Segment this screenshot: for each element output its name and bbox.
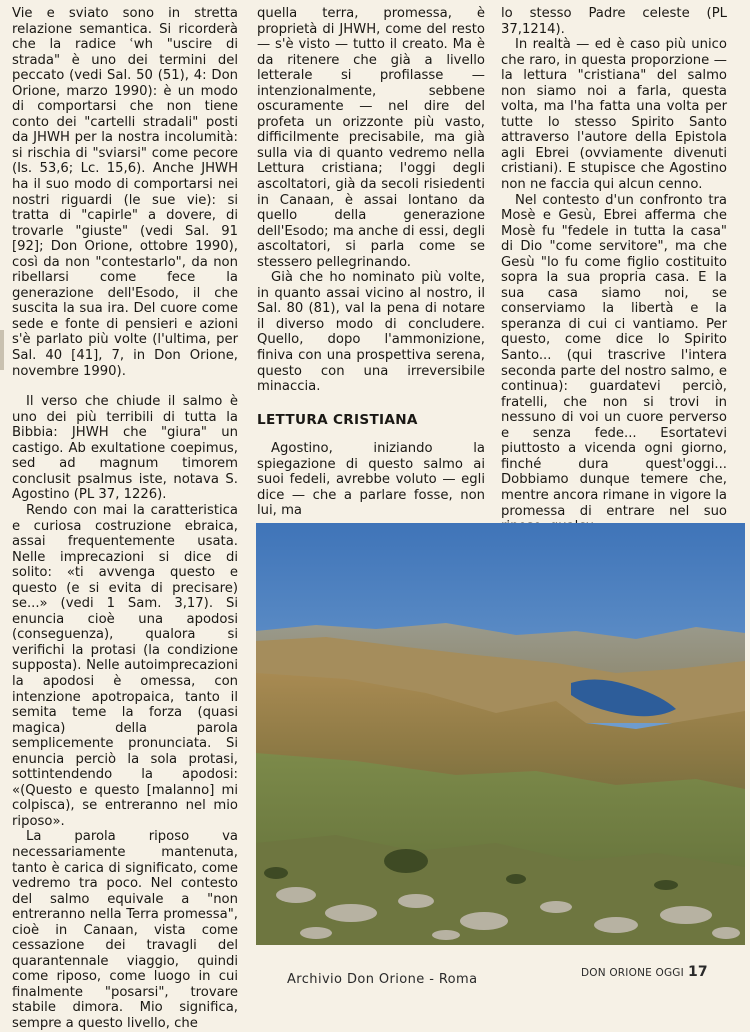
paragraph: Il verso che chiude il salmo è uno dei più terribili di tutta la Bibbia: JHWH che "giura" un castigo. Ab exultatione coepimus, sed ad magnum timorem conclusit psalmus iste, notava S. Agostino (PL 37, 1226).	[12, 394, 238, 503]
page-footer	[581, 964, 708, 980]
paragraph: Già che ho nominato più volte, in quanto assai vicino al nostro, il Sal. 80 (81), val la pena di notare il diverso modo di concludere. Quello, dopo l'ammonizione, finiva con una prospettiva serena, questo con una irreversibile minaccia.	[257, 270, 485, 395]
paragraph: In realtà — ed è caso più unico che raro, in questa proporzione — la lettura "cristiana" del salmo non siamo noi a farla, questa volta, ma l'ha fatta una volta per tutte lo stesso Spirito Santo attraverso l'autore della Epistola agli Ebrei (ovviamente divenuti cristiani). E stupisce che Agostino non ne faccia qui alcun cenno.	[501, 37, 727, 193]
page-spine-mark	[0, 330, 4, 370]
section-heading: LETTURA CRISTIANA	[257, 412, 418, 428]
paragraph: quella terra, promessa, è proprietà di JHWH, come del resto — s'è visto — tutto il creato. Ma è da ritenere che già a livello letterale si profilasse — intenzionalmente, sebbene oscuramente — nel dire del profeta un orizzonte più vasto, difficilmente precisabile, ma già sulla via di quanto vedremo nella Lettura cristiana; l'oggi degli ascoltatori, già da secoli risiedenti in Canaan, è assai lontano da quello della generazione dell'Esodo; ma anche di essi, degli ascoltatori, si parla come se stessero pellegrinando.	[257, 6, 485, 270]
page-number: 17	[687, 964, 708, 980]
text-column-right	[501, 6, 727, 535]
archive-credit: Archivio Don Orione - Roma	[287, 972, 478, 987]
paragraph: lo stesso Padre celeste (PL 37,1214).	[501, 6, 727, 37]
paragraph: Rendo con mai la caratteristica e curiosa costruzione ebraica, assai frequentemente usata. Nelle imprecazioni si dice di solito: «ti avvenga questo e questo (e si evita di precisare) se...» (vedi 1 Sam. 3,17). Si enuncia cioè una apodosi (conseguenza), qualora si verifichi la protasi (la condizione supposta). Nelle autoimprecazioni la apodosi è omessa, con intenzione apotropaica, tanto il semita teme la forza (quasi magica) della parola semplicemente pronunciata. Si enuncia perciò la sola protasi, sottintendendo la apodosi: «(Questo e questo [malanno] mi colpisca), se entreranno nel mio riposo».	[12, 502, 238, 829]
paragraph: Agostino, iniziando la spiegazione di questo salmo ai suoi fedeli, avrebbe voluto — egli dice — che a parlare fosse, non lui, ma	[257, 441, 485, 519]
paragraph: Vie e sviato sono in stretta relazione semantica. Si ricorderà che la radice ʿwh "uscire di strada" è uno dei termini del peccato (vedi Sal. 50 (51), 4: Don Orione, marzo 1990): è un modo di comportarsi che non tiene conto dei "cartelli stradali" posti da JHWH per la nostra incolumità: si rischia di "sviarsi" come pecore (Is. 53,6; Lc. 15,6). Anche JHWH ha il suo modo di comportarsi nei nostri riguardi (le sue vie): si tratta di "capirle" a dovere, di trovarle "giuste" (vedi Sal. 91 [92]; Don Orione, ottobre 1990), così da non "contestarlo", da non ribellarsi come fece la generazione dell'Esodo, il che suscita la sua ira. Del cuore come sede e fonte di pensieri e azioni s'è parlato più volte (l'ultima, per Sal. 40 [41], 7, in Don Orione, novembre 1990).	[12, 6, 238, 379]
text-column-middle-continued	[257, 441, 485, 519]
text-column-middle	[257, 6, 485, 395]
text-column-left	[12, 6, 238, 1032]
paragraph: Nel contesto d'un confronto tra Mosè e Gesù, Ebrei afferma che Mosè fu "fedele in tutta la casa" di Dio "come servitore", ma che Gesù "lo fu come figlio costituito sopra la sua propria casa. E la sua casa siamo noi, se conserviamo la libertà e la speranza di cui ci vantiamo. Per questo, come dice lo Spirito Santo... (qui trascrive l'intera seconda parte del nostro salmo, e continua): guardatevi perciò, fratelli, che non si trovi in nessuno di voi un cuore perverso e senza fede... Esortatevi piuttosto a vicenda ogni giorno, finché dura quest'oggi... Dobbiamo dunque temere che, mentre ancora rimane in vigore la promessa di entrare nel suo	[501, 192, 727, 519]
landscape-illustration	[256, 523, 745, 945]
paragraph: La parola riposo va necessariamente mantenuta, tanto è carica di significato, come vedremo tra poco. Nel contesto del salmo equivale a "non entreranno nella Terra promessa", cioè in Canaan, vista come cessazione dei travagli del quarantennale viaggio, quindi come riposo, come luogo in cui finalmente "posarsi", trovare stabile dimora. Mio significa, sempre a questo livello, che	[12, 829, 238, 1031]
landscape-photo	[256, 523, 745, 945]
magazine-name: DON ORIONE OGGI	[581, 967, 684, 979]
